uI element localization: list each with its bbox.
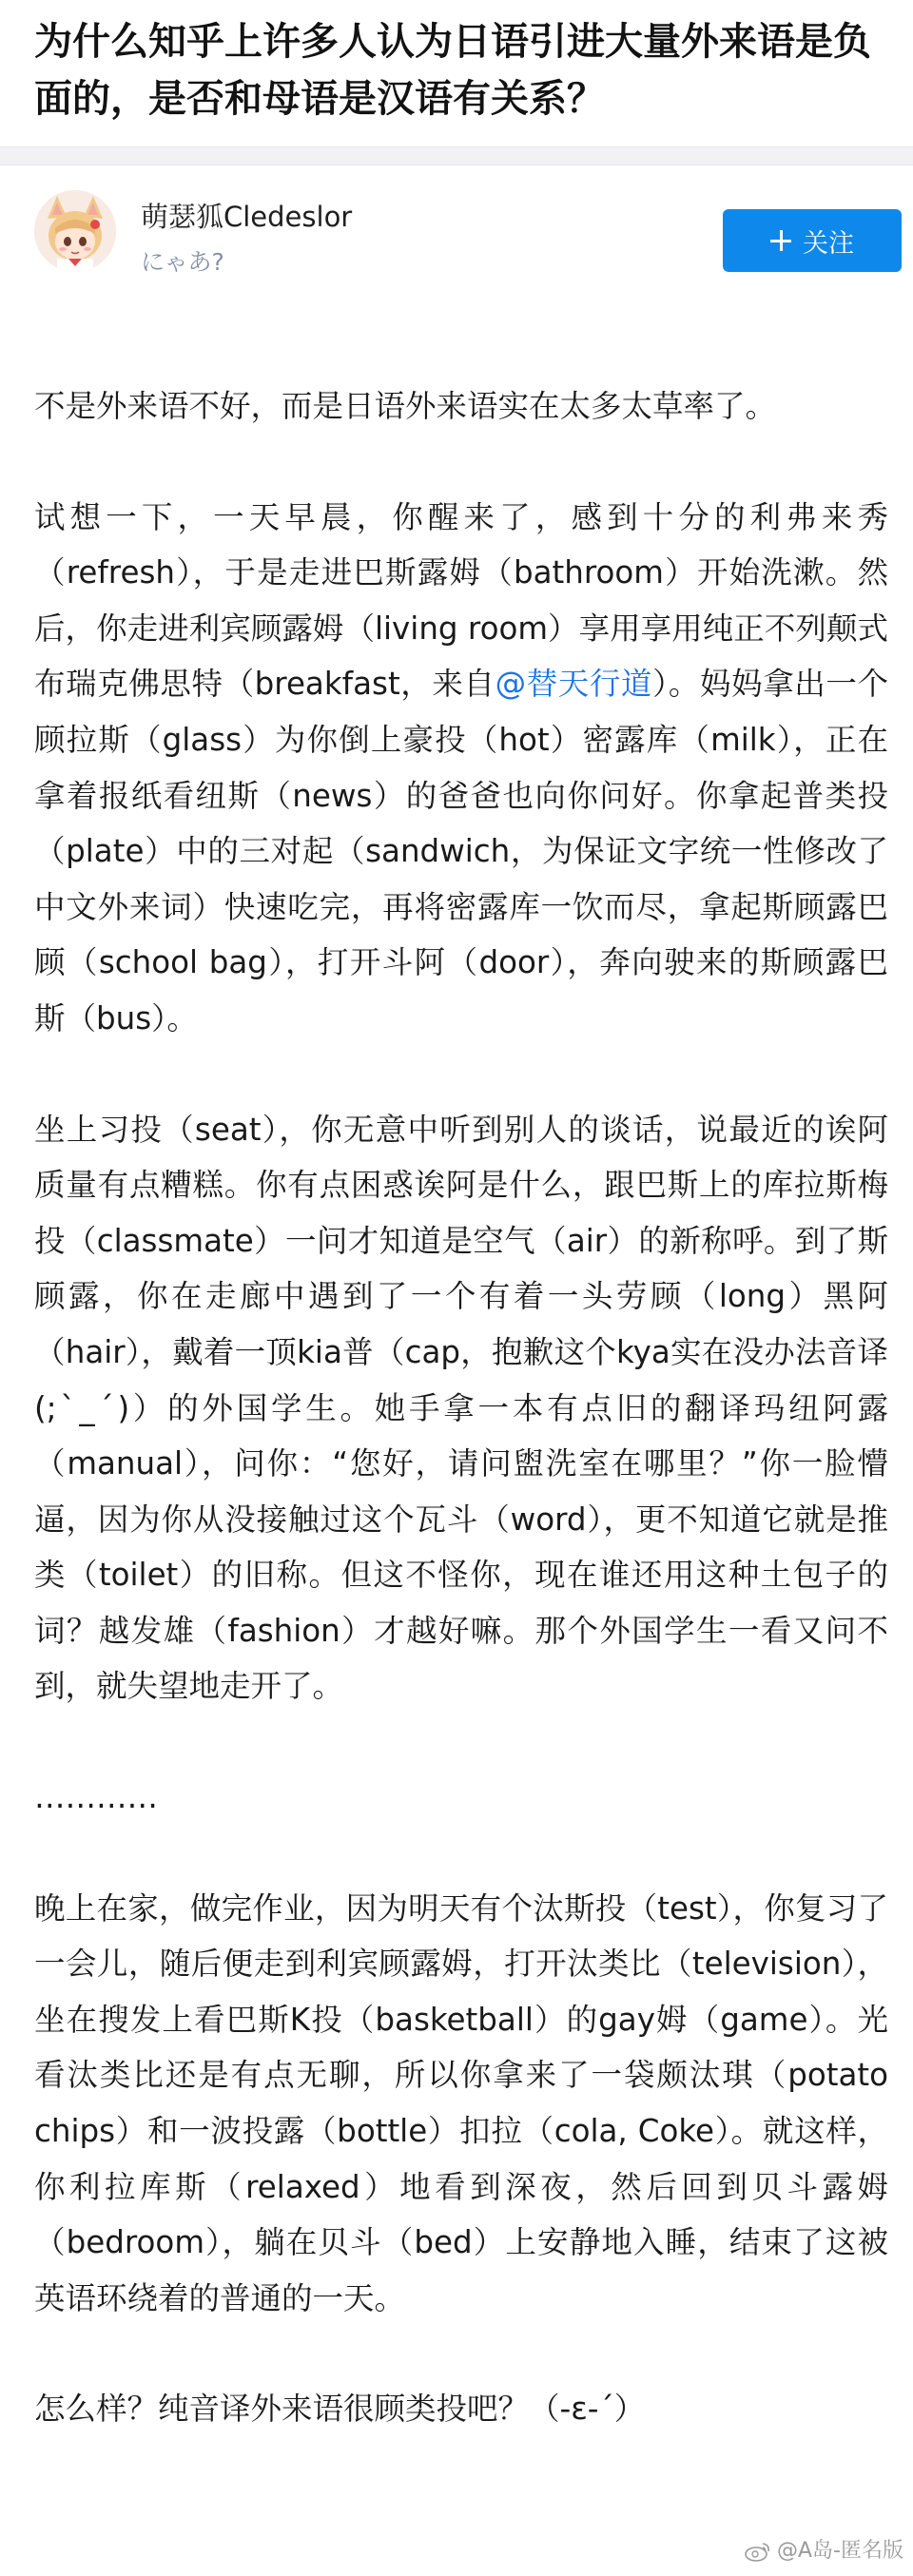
- author-row: [0, 171, 913, 304]
- answer-body: [34, 378, 888, 2437]
- weibo-icon: [745, 2541, 771, 2562]
- avatar-illustration: [34, 190, 116, 272]
- anime-avatar-icon[interactable]: [34, 190, 116, 272]
- answer-paragraph-2-text-a: 试想一下，一天早晨，你醒来了，感到十分的利弗来秀（refresh），于是走进巴斯露姆（bathroom）开始洗漱。然后，你走进利宾顾露姆（living room）享用享用纯正不列颠式布瑞克佛思特（breakfast，来自: [34, 498, 888, 703]
- question-title: 为什么知乎上许多人认为日语引进大量外来语是负面的，是否和母语是汉语有关系？: [34, 20, 871, 121]
- section-divider: [0, 146, 913, 165]
- follow-button[interactable]: [723, 209, 902, 272]
- watermark-text: @A岛-匿名版: [777, 2539, 903, 2563]
- answer-ellipsis: …………: [34, 1779, 158, 1816]
- watermark: [745, 2538, 903, 2565]
- answer-paragraph-2: [34, 490, 888, 1047]
- author-bio: にゃあ?: [141, 248, 224, 276]
- follow-button-label: 关注: [803, 228, 854, 259]
- answer-paragraph-6: 怎么样？纯音译外来语很顾类投吧？（-ε-ˊ）: [34, 2391, 646, 2428]
- answer-paragraph-5: 晚上在家，做完作业，因为明天有个汰斯投（test），你复习了一会儿，随后便走到利宾顾露姆，打开汰类比（television），坐在搜发上看巴斯K投（basketball）的gay姆（game）。光看汰类比还是有点无聊，所以你拿来了一袋颇汰琪（potato chips）和一波投露（bottle）扣拉（cola, Coke）。就这样，你利拉库斯（relaxed）地看到深夜，然后回到贝斗露姆（bedroom），躺在贝斗（bed）上安静地入睡，结束了这被英语环绕着的普通的一天。: [34, 1889, 888, 2316]
- answer-paragraph-1: 不是外来语不好，而是日语外来语实在太多太草率了。: [34, 388, 777, 424]
- answer-paragraph-2-text-b: ）。妈妈拿出一个顾拉斯（glass）为你倒上豪投（hot）密露库（milk），正在拿着报纸看纽斯（news）的爸爸也向你问好。你拿起普类投（plate）中的三对起（sandwich，为保证文字统一性修改了中文外来词）快速吃完，再将密露库一饮而尽，拿起斯顾露巴顾（school bag），打开斗阿（door），奔向驶来的斯顾露巴斯（bus）。: [34, 666, 888, 1036]
- author-name[interactable]: 萌瑟狐Cledeslor: [141, 201, 353, 233]
- answer-paragraph-3: 坐上习投（seat），你无意中听到别人的谈话，说最近的诶阿质量有点糟糕。你有点困惑诶阿是什么，跟巴斯上的库拉斯梅投（classmate）一问才知道是空气（air）的新称呼。到了斯顾露，你在走廊中遇到了一个有着一头劳顾（long）黑阿（hair），戴着一顶kia普（cap，抱歉这个kya实在没办法音译(;ˋ_ˊ)）的外国学生。她手拿一本有点旧的翻译玛纽阿露（manual），问你：“您好，请问盥洗室在哪里？”你一脸懵逼，因为你从没接触过这个瓦斗（word），更不知道它就是推类（toilet）的旧称。但这不怪你，现在谁还用这种土包子的词？越发雄（fashion）才越好嘛。那个外国学生一看又问不到，就失望地走开了。: [34, 1111, 888, 1705]
- plus-icon: [770, 230, 791, 251]
- user-mention-link[interactable]: @替天行道: [495, 666, 653, 703]
